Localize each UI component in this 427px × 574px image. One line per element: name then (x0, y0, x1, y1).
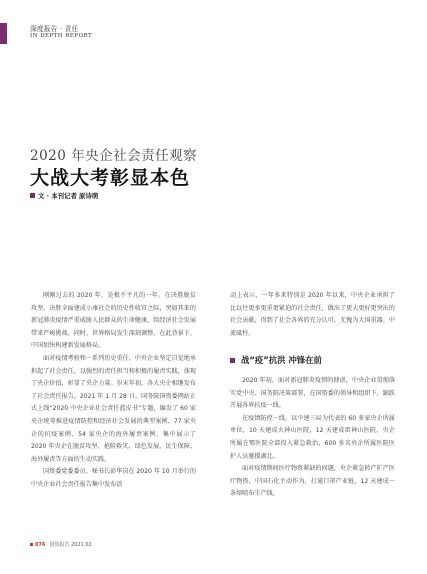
section-square-icon (230, 358, 235, 363)
article-title: 大战大考彰显本色 (30, 167, 191, 189)
paragraph: 动上表示，一年多来特别是 2020 年以来，中央企业承担了比以往更多更重更紧迫的社会责任，做出了更大更好更突出的社会贡献，得到了社会各界的充分认可，无愧为大国重器、中流砥柱。 (230, 292, 395, 337)
section-header-title: 深度报告 · 责任 (30, 25, 79, 33)
section-heading-text: 战“疫”抗洪 冲锋在前 (241, 355, 322, 365)
footer-square-icon (30, 543, 33, 546)
paragraph: 在疫情防控一线，以中建三局为代表的 60 多家央企所属单位，10 天建成火神山医院，12 天建成雷神山医院，央企所属在鄂医院全部投入紧急救治，600 多名央企所属医院医护人员驰援湖北。 (230, 414, 395, 460)
article-byline (30, 191, 98, 200)
magazine-issue: 国资报告 2021.02 (49, 542, 92, 548)
right-column-bottom (230, 375, 395, 501)
section-heading (230, 354, 322, 366)
section-header-subtitle: IN DEPTH REPORT (30, 33, 93, 39)
paragraph: 面对疫情考验和一系列历史重任，中央企业坚定自觉地承担起了社会责任，以强烈的责任担当和积极的履责实践，体现了央企价值，彰显了央企力量。岁末年初，各大央企相继发布了社会责任报告。2021 年 1 月 28 日，国务院国资委网站正式上线“2020 中央企业社会责任蓝皮书”专题，编发了 60 家央企统筹推进疫情防控和经济社会发展的典型案例、77 家央企的抗疫案例、54 家央企的海外履责案例，集中展示了 2020 年央企在脱贫攻坚、抢险救灾、绿色发展、民生保障、海外履责等方面的生动实践。 (31, 354, 196, 463)
paragraph: 面对疫情期间医疗物资紧缺的问题，央企紧急转产扩产医疗物资，中国石化主动作为，打通口罩产业链，12 天建成一条熔喷布生产线， (230, 465, 395, 498)
right-column-top (230, 290, 395, 340)
paragraph: 国资委党委委员、秘书长彭华岗在 2020 年 10 月举行的中央企业社会责任报告集中发布活 (31, 468, 196, 488)
byline-square-icon (30, 193, 35, 198)
byline-text: 文 · 本刊记者 原诗萌 (38, 192, 99, 200)
article-kicker: 2020 年央企社会责任观察 (30, 148, 198, 164)
page-footer (30, 541, 92, 548)
left-column (31, 290, 196, 492)
paragraph: 刚刚过去的 2020 年，是极不平凡的一年。在决胜脱贫攻坚、决胜全面建成小康社会的历史性收官之际，突如其来的新冠肺炎疫情严重威胁人民群众的生命健康，给经济社会发展带来严峻挑战。同时，世界格局发生深刻调整，在此背景下，中国加快构建新发展格局。 (31, 292, 196, 350)
page-number: 076 (35, 541, 46, 548)
header-accent-bar (0, 23, 7, 44)
paragraph: 2020 年初，面对新冠肺炎疫情的肆虐，中央企业贯彻落实党中央、国务院决策部署，在国资委的领导和组织下，踊跃开展各界抗疫一线。 (230, 377, 395, 410)
